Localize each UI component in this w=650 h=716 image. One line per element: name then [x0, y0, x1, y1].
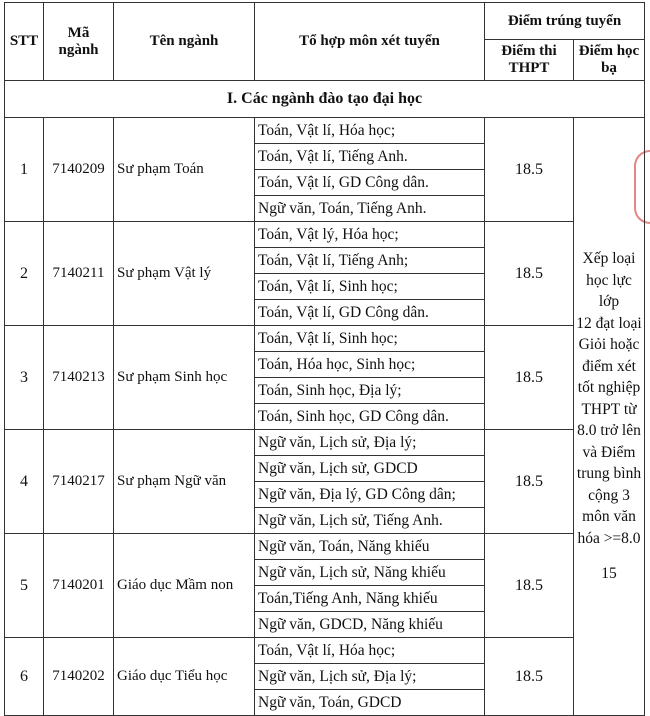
hocba-criteria-line: hóa >=8.0 [577, 529, 641, 547]
header-row [5, 3, 645, 40]
subject-combo-cell: Toán, Vật lí, GD Công dân. [255, 170, 485, 196]
thpt-score-cell: 18.5 [485, 118, 574, 222]
table-row [5, 638, 645, 664]
major-name-cell: Sư phạm Ngữ văn [114, 430, 255, 534]
subject-combo-cell: Ngữ văn, GDCD, Năng khiếu [255, 612, 485, 638]
hocba-header-line2: bạ [601, 60, 617, 76]
subject-combo-cell: Ngữ văn, Lịch sử, Tiếng Anh. [255, 508, 485, 534]
subject-combo-cell: Toán, Vật lý, Hóa học; [255, 222, 485, 248]
subject-combo-cell: Toán, Vật lí, Tiếng Anh; [255, 248, 485, 274]
thpt-score-cell: 18.5 [485, 534, 574, 638]
section-title: I. Các ngành đào tạo đại học [5, 81, 645, 118]
table-row [5, 326, 645, 352]
hocba-criteria-line: điểm xét [582, 357, 636, 375]
subject-combo-cell: Ngữ văn, Toán, Năng khiếu [255, 534, 485, 560]
thpt-score-cell: 18.5 [485, 638, 574, 716]
subject-combo-cell: Ngữ văn, Lịch sử, Năng khiếu [255, 560, 485, 586]
thpt-score-cell: 18.5 [485, 222, 574, 326]
code-header-line2: ngành [58, 41, 99, 58]
major-code-cell: 7140202 [44, 638, 114, 716]
hocba-criteria-line: 8.0 trở lên [577, 422, 641, 440]
stt-cell: 3 [5, 326, 44, 430]
table-row [5, 534, 645, 560]
stt-cell: 4 [5, 430, 44, 534]
hocba-criteria-line: học lực lớp [586, 271, 632, 311]
hocba-criteria-line: môn văn [582, 508, 636, 526]
table-row [5, 430, 645, 456]
code-header-line1: Mã [67, 24, 90, 41]
hocba-criteria-line: và Điểm [582, 443, 636, 461]
subject-combo-cell: Toán, Sinh học, GD Công dân. [255, 404, 485, 430]
thpt-score-cell: 18.5 [485, 326, 574, 430]
table-row [5, 118, 645, 144]
major-code-cell: 7140213 [44, 326, 114, 430]
hocba-extra-number: 15 [601, 565, 617, 583]
major-name-cell: Sư phạm Vật lý [114, 222, 255, 326]
subject-combo-cell: Toán, Sinh học, Địa lý; [255, 378, 485, 404]
stt-cell: 1 [5, 118, 44, 222]
admission-score-table [4, 2, 645, 716]
subject-combo-cell: Toán, Vật lí, Sinh học; [255, 274, 485, 300]
combo-header: Tổ hợp môn xét tuyển [255, 3, 485, 81]
major-code-cell: 7140211 [44, 222, 114, 326]
subject-combo-cell: Ngữ văn, Lịch sử, Địa lý; [255, 430, 485, 456]
subject-combo-cell: Ngữ văn, Toán, Tiếng Anh. [255, 196, 485, 222]
stt-cell: 5 [5, 534, 44, 638]
subject-combo-cell: Ngữ văn, Địa lý, GD Công dân; [255, 482, 485, 508]
table-row [5, 222, 645, 248]
subject-combo-cell: Toán, Vật lí, Tiếng Anh. [255, 144, 485, 170]
hocba-criteria-cell [574, 118, 645, 716]
subject-combo-cell: Ngữ văn, Toán, GDCD [255, 690, 485, 716]
hocba-criteria-line: cộng 3 [588, 486, 630, 504]
major-code-cell: 7140201 [44, 534, 114, 638]
major-name-cell: Sư phạm Sinh học [114, 326, 255, 430]
subject-combo-cell: Toán, Vật lí, GD Công dân. [255, 300, 485, 326]
subject-combo-cell: Toán, Vật lí, Hóa học; [255, 638, 485, 664]
major-name-cell: Giáo dục Tiểu học [114, 638, 255, 716]
section-row [5, 81, 645, 118]
subject-combo-cell: Toán,Tiếng Anh, Năng khiếu [255, 586, 485, 612]
thpt-score-header [485, 40, 574, 81]
hocba-criteria-line: Xếp loại [582, 250, 636, 268]
code-header [44, 3, 114, 81]
thpt-header-line2: THPT [508, 60, 550, 76]
major-name-cell: Giáo dục Mầm non [114, 534, 255, 638]
subject-combo-cell: Ngữ văn, Lịch sử, GDCD [255, 456, 485, 482]
stt-header: STT [5, 3, 44, 81]
thpt-score-cell: 18.5 [485, 430, 574, 534]
hocba-header-line1: Điểm học [578, 43, 640, 59]
hocba-criteria-line: 12 đạt loại [576, 314, 642, 332]
stt-cell: 6 [5, 638, 44, 716]
thpt-header-line1: Điểm thi [501, 43, 557, 59]
major-code-cell: 7140217 [44, 430, 114, 534]
hocba-criteria-line: tốt nghiệp [577, 379, 641, 397]
hocba-criteria-line: trung bình [576, 465, 642, 483]
hocba-score-header [574, 40, 645, 81]
score-group-header: Điểm trúng tuyển [485, 3, 645, 40]
stt-cell: 2 [5, 222, 44, 326]
major-header: Tên ngành [114, 3, 255, 81]
hocba-criteria-line: THPT từ [581, 400, 637, 418]
subject-combo-cell: Toán, Vật lí, Hóa học; [255, 118, 485, 144]
subject-combo-cell: Toán, Hóa học, Sinh học; [255, 352, 485, 378]
hocba-criteria-line: Giỏi hoặc [578, 336, 640, 354]
subject-combo-cell: Ngữ văn, Lịch sử, Địa lý; [255, 664, 485, 690]
subject-combo-cell: Toán, Vật lí, Sinh học; [255, 326, 485, 352]
major-code-cell: 7140209 [44, 118, 114, 222]
major-name-cell: Sư phạm Toán [114, 118, 255, 222]
